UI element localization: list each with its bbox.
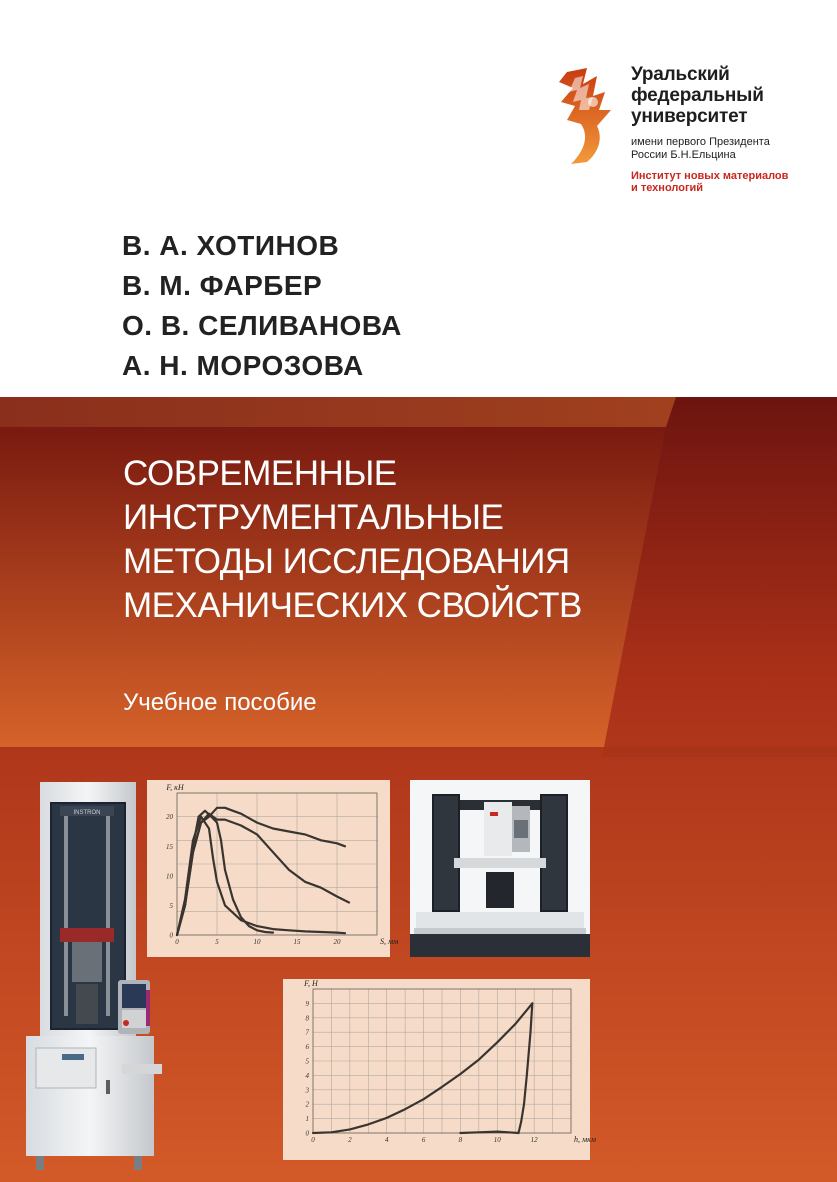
- author-name: В. А. ХОТИНОВ: [122, 230, 340, 261]
- y-axis-label: F, кН: [166, 783, 184, 792]
- urfu-emblem-icon: [553, 66, 625, 166]
- x-axis-label: h, мкм: [574, 1135, 596, 1144]
- institute-name: Институт новых материалов и технологий: [631, 170, 789, 194]
- y-tick-label: 9: [305, 999, 309, 1008]
- x-tick-label: 2: [348, 1136, 352, 1144]
- y-tick-label: 2: [305, 1100, 309, 1109]
- x-tick-label: 20: [333, 938, 341, 946]
- y-tick-label: 6: [305, 1043, 309, 1052]
- force-depth-chart: [283, 979, 596, 1160]
- series-line: [460, 1132, 518, 1133]
- x-tick-label: 15: [293, 938, 301, 946]
- machine-brand: INSTRON: [73, 810, 101, 816]
- author-list: [122, 226, 402, 386]
- x-axis-label: S, мм: [380, 937, 399, 946]
- y-tick-label: 3: [305, 1086, 309, 1095]
- university-name: Уральский федеральный университет: [631, 64, 764, 127]
- x-tick-label: 10: [253, 938, 261, 946]
- y-tick-label: 20: [166, 813, 173, 822]
- x-tick-label: 8: [458, 1136, 463, 1144]
- y-tick-label: 5: [169, 901, 173, 910]
- book-title: СОВРЕМЕННЫЕ ИНСТРУМЕНТАЛЬНЫЕ МЕТОДЫ ИССЛЕДОВАНИЯ МЕХАНИЧЕСКИХ СВОЙСТВ: [123, 454, 582, 625]
- indenter-instrument-image: [410, 780, 590, 957]
- x-tick-label: 12: [530, 1136, 538, 1144]
- y-tick-label: 1: [305, 1115, 309, 1124]
- x-tick-label: 10: [493, 1136, 501, 1144]
- y-tick-label: 15: [166, 842, 173, 851]
- university-logo: [553, 66, 833, 201]
- y-tick-label: 10: [166, 872, 173, 881]
- y-axis-label: F, Н: [304, 979, 318, 988]
- x-tick-label: 0: [175, 938, 179, 946]
- author-name: А. Н. МОРОЗОВА: [122, 350, 364, 381]
- x-tick-label: 6: [421, 1136, 426, 1144]
- author-name: В. М. ФАРБЕР: [122, 270, 323, 301]
- chart-background: [147, 780, 390, 957]
- y-tick-label: 7: [305, 1028, 309, 1037]
- force-displacement-chart: [147, 780, 399, 957]
- y-tick-label: 4: [305, 1071, 309, 1080]
- y-tick-label: 0: [305, 1129, 309, 1138]
- x-tick-label: 4: [384, 1136, 389, 1144]
- book-subtitle: Учебное пособие: [123, 689, 317, 716]
- y-tick-label: 5: [305, 1057, 309, 1066]
- x-tick-label: 5: [215, 938, 219, 946]
- university-subname: имени первого Президента России Б.Н.Ельцина: [631, 136, 770, 161]
- y-tick-label: 8: [305, 1014, 309, 1023]
- author-name: О. В. СЕЛИВАНОВА: [122, 310, 402, 341]
- x-tick-label: 0: [311, 1136, 315, 1144]
- y-tick-label: 0: [169, 931, 173, 940]
